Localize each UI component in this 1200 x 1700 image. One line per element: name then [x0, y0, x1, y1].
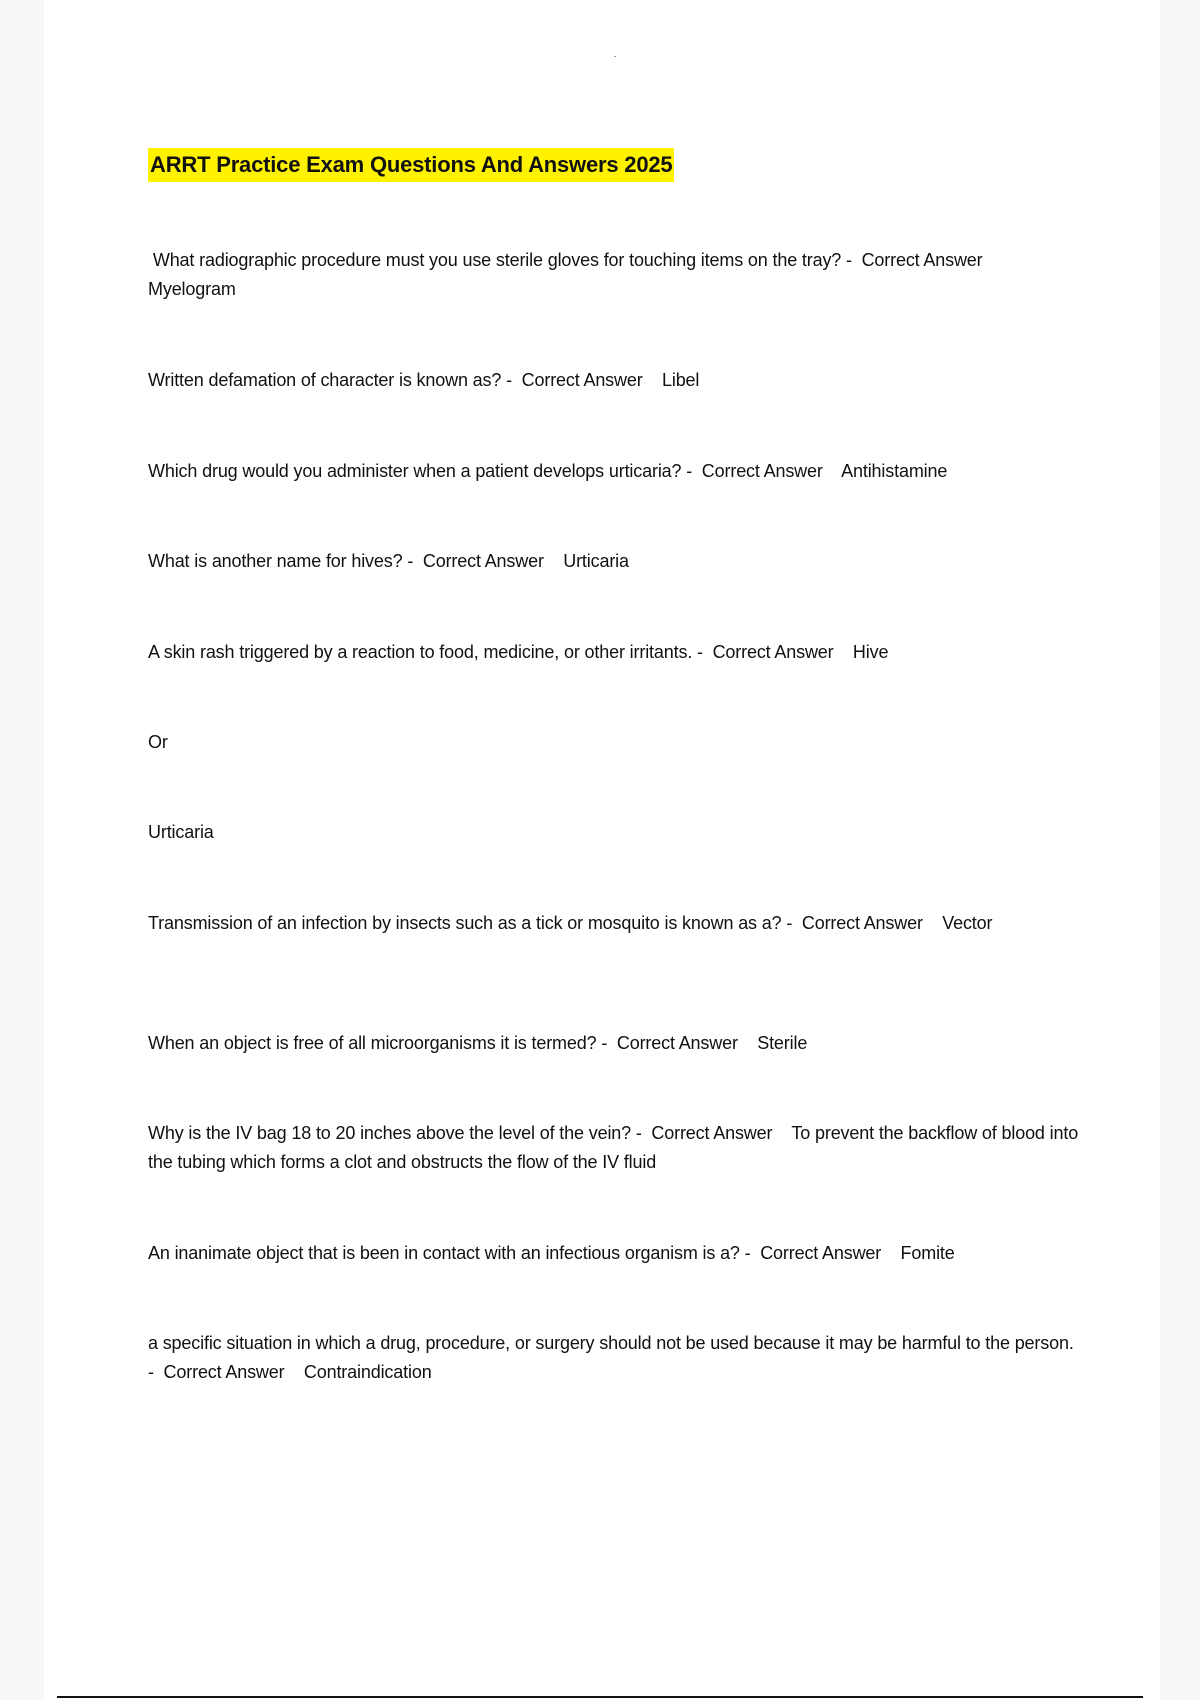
qa-item-10: Why is the IV bag 18 to 20 inches above the level of the vein? - Correct Answer To prevent the backflow of blood into the tubing which forms a clot and obstructs the flow of the IV fluid [148, 1123, 1083, 1172]
qa-item-1: What radiographic procedure must you use sterile gloves for touching items on the tray? - Correct Answer Myelogram [148, 250, 1002, 299]
qa-item-7: Urticaria [148, 822, 214, 842]
qa-item-3: Which drug would you administer when a patient develops urticaria? - Correct Answer Antihistamine [148, 461, 948, 481]
qa-item-8: Transmission of an infection by insects such as a tick or mosquito is known as a? - Correct Answer Vector [148, 913, 993, 933]
qa-item-11: An inanimate object that is been in contact with an infectious organism is a? - Correct Answer Fomite [148, 1243, 955, 1263]
qa-item-9: When an object is free of all microorganisms it is termed? - Correct Answer Sterile [148, 1033, 808, 1053]
page-speck [614, 56, 616, 57]
title-block [148, 148, 674, 182]
qa-item-4: What is another name for hives? - Correct Answer Urticaria [148, 551, 629, 571]
qa-item-2: Written defamation of character is known as? - Correct Answer Libel [148, 370, 700, 390]
bottom-rule [57, 1696, 1143, 1698]
qa-item-6: Or [148, 732, 168, 752]
qa-item-12: a specific situation in which a drug, procedure, or surgery should not be used because it may be harmful to the person. - Correct Answer Contraindication [148, 1333, 1079, 1382]
document-title: ARRT Practice Exam Questions And Answers 2025 [148, 148, 674, 182]
qa-item-5: A skin rash triggered by a reaction to food, medicine, or other irritants. - Correct Answer Hive [148, 642, 889, 662]
